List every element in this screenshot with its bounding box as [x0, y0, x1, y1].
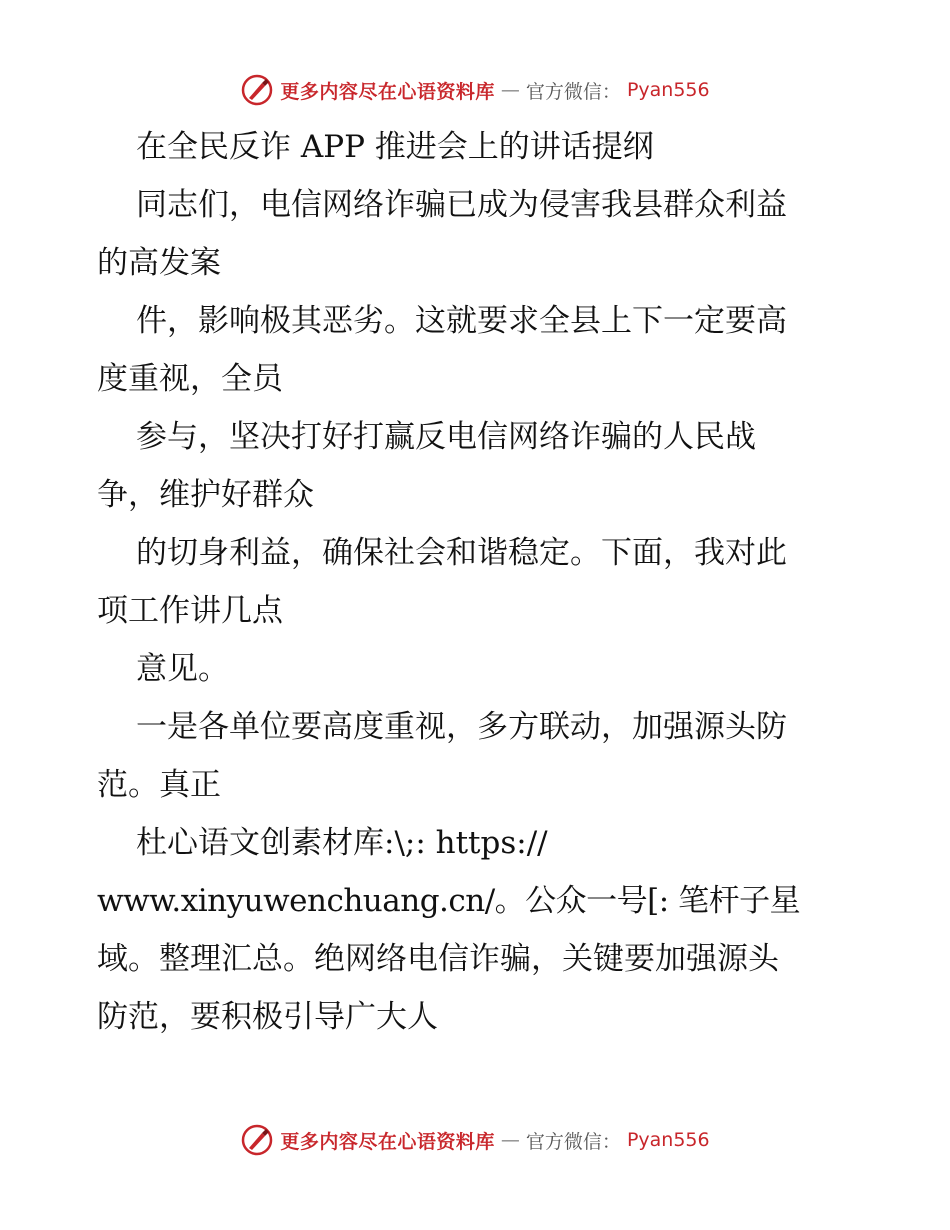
- watermark-label: 官方微信：: [525, 80, 621, 103]
- text-line: www.xinyuwenchuang.cn/。公众一号[: 笔杆子星: [97, 883, 801, 919]
- document-title: 在全民反诈 APP 推进会上的讲话提纲: [136, 129, 654, 165]
- document-body: [97, 118, 857, 1046]
- text-line: 同志们，电信网络诈骗已成为侵害我县群众利益: [136, 187, 787, 223]
- text-line: 范。真正: [97, 767, 221, 803]
- watermark-wechat-id: Pyan556: [626, 79, 710, 101]
- text-line: 件，影响极其恶劣。这就要求全县上下一定要高: [136, 303, 787, 339]
- text-line: 的切身利益，确保社会和谐稳定。下面，我对此: [136, 535, 787, 571]
- watermark-main-text: 更多内容尽在心语资料库: [280, 1130, 495, 1153]
- pen-logo-icon: [240, 73, 274, 107]
- text-line: 域。整理汇总。绝网络电信诈骗，关键要加强源头: [97, 941, 779, 977]
- text-line: 意见。: [136, 651, 229, 687]
- text-line: 防范，要积极引导广大人: [97, 999, 438, 1035]
- text-line: 参与，坚决打好打赢反电信网络诈骗的人民战: [136, 419, 756, 455]
- watermark-separator: —: [500, 79, 520, 101]
- watermark-separator: —: [500, 1129, 520, 1151]
- watermark-wechat-id: Pyan556: [626, 1129, 710, 1151]
- watermark-label: 官方微信：: [525, 1130, 621, 1153]
- text-line: 度重视，全员: [97, 361, 283, 397]
- pen-logo-icon: [240, 1123, 274, 1157]
- footer-watermark: [0, 1120, 950, 1160]
- text-line: 争，维护好群众: [97, 477, 314, 513]
- text-line: 一是各单位要高度重视，多方联动，加强源头防: [136, 709, 787, 745]
- text-line: 的高发案: [97, 245, 221, 281]
- text-line: 杜心语文创素材库:\;: https://: [136, 825, 548, 861]
- watermark-main-text: 更多内容尽在心语资料库: [280, 80, 495, 103]
- text-line: 项工作讲几点: [97, 593, 283, 629]
- header-watermark: [0, 70, 950, 110]
